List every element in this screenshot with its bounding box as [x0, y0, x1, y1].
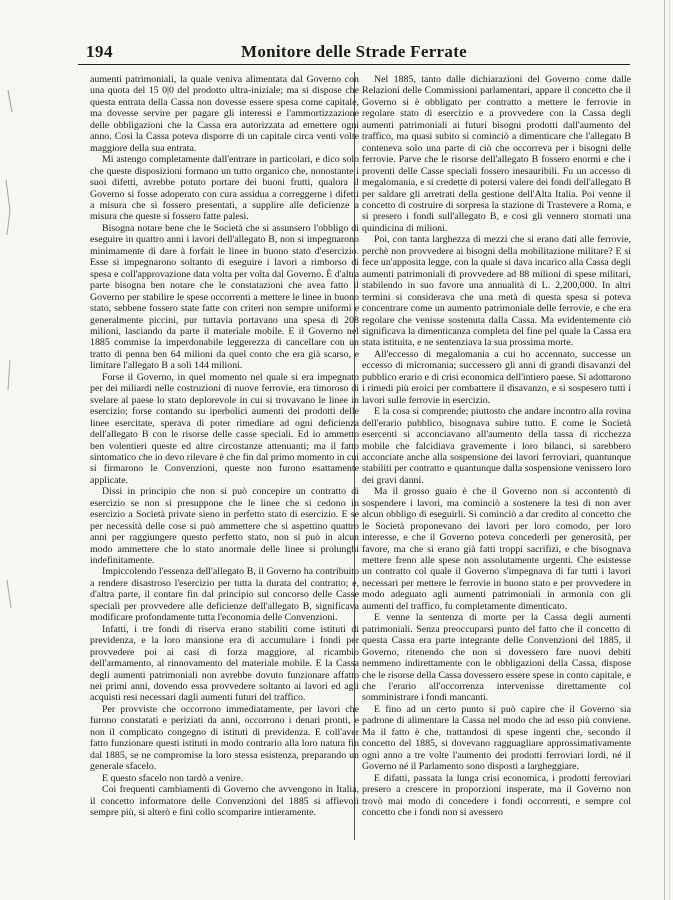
page-number: 194 — [86, 42, 113, 61]
right-column-paragraph: Ma il grosso guaio è che il Governo non si accontentò di sospendere i lavori, ma cominciò a sostenere la tesi di non aver alcun obbligo di eseguirli. Si cominciò a dar credito al concetto che le Società proponevano dei lavori per loro comodo, per loro interesse, e che il Governo poteva concederli per generosità, per favore, ma che si erano già fatti troppi sacrifizi, e che bisognava mettere freno alle spese non assolutamente urgenti. Che esistesse un contratto col quale il Governo s'impegnava di far tutti i lavori necessari per mettere le ferrovie in buono stato e per provvedere in modo adeguato agli aumenti patrimoniali in armonia con gli aumenti del traffico, fu completamente dimenticato. — [362, 486, 631, 612]
left-column-paragraph: Coi frequenti cambiamenti di Governo che avvengono in Italia, il concetto informatore delle Convenzioni del 1885 si affievolì sempre più, si alterò e finì collo scomparire intieramente. — [90, 784, 359, 818]
left-column — [90, 74, 359, 818]
left-column-paragraph: Impiccolendo l'essenza dell'allegato B, il Governo ha contribuito a rendere disastroso l'esercizio per tutta la durata del contratto; e, d'altra parte, il contare fin dal principio sul concorso delle Casse speciali per provvedere alle deficienze dell'allegato B, significava modificare profondamente tutta l'economia delle Convenzioni. — [90, 566, 359, 624]
left-column-paragraph: Dissi in principio che non si può concepire un contratto di esercizio se non si presuppone che le linee che si cedono in esercizio a Società private sieno in perfetto stato di esercizio. E se per necessità delle cose si può ammettere che si aspettino quattro anni per raggiungere questo perfetto stato, non si può in alcun modo ammettere che lo stato anormale delle linee si prolunghi indefinitamente. — [90, 486, 359, 567]
left-column-paragraph: Per provviste che occorrono immediatamente, per lavori che furono constatati e periziati da anni, occorrono i denari pronti, e non il complicato congegno di istituti di previdenza. E coll'aver fatto funzionare questi istituti in modo contrario alla loro natura fin dal 1885, se ne compromise la loro stessa esistenza, preparando un generale sfacelo. — [90, 703, 359, 773]
left-column-paragraph: Bisogna notare bene che le Società che si assunsero l'obbligo di eseguire in quattro anni i lavori dell'allegato B, non si impegnarono minimamente di dare à forfait le linee in buono stato d'esercizio. Esse si impegnarono soltanto di eseguire i lavori a rimborso di spesa e coll'approvazione data volta per volta dal Governo. È d'altra parte bisogna ben notare che le constatazioni che avea fatto il Governo per stabilire le spese occorrenti a mettere le linee in buono stato, sebbene fossero state fatte con criteri non sempre uniformi e generalmente piccini, pur tuttavia portavano una spesa di 208 milioni, lasciando da parte il materiale mobile. E il Governo nel 1885 commise la imperdonabile leggerezza di cancellare con un tratto di penna ben 64 milioni da quel conto che era già scarso, e limitare l'allegato B a soli 144 milioni. — [90, 222, 359, 372]
left-column-paragraph: Mi astengo completamente dall'entrare in particolari, e dico solo che queste disposizioni formano un tutto organico che, nonostante i suoi difetti, avrebbe potuto portare dei buoni frutti, qualora il Governo si fosse adoperato con cura assidua a correggerne i difetti a misura che si fossero presentati, a supplire alle deficienze a misura che queste si fossero fatte palesi. — [90, 154, 359, 223]
page-edge-line-secondary — [669, 0, 670, 900]
left-column-paragraph: Forse il Governo, in quel momento nel quale si era impegnato per dei miliardi nelle costruzioni di nuove ferrovie, era timoroso di svelare al paese lo stato deplorevole in cui si trovavano le linee in esercizio; forse contando su iperbolici aumenti dei prodotti delle linee esercitate, sperava di poter rimediare ad ogni deficienza dell'allegato B con le risorse delle casse speciali. Ed io ammetto ben volentieri queste ed altre circostanze attenuanti; ma il fatto sintomatico che io devo rilevare è che fin dal primo momento in cui si firmarono le Convenzioni, queste non furono esattamente applicate. — [90, 371, 359, 486]
right-column-paragraph: E venne la sentenza di morte per la Cassa degli aumenti patrimoniali. Senza preoccuparsi punto del fatto che il concetto di questa Cassa era parte integrante delle Convenzioni del 1885, il Governo, ritenendo che non si dovessero fare nuovi debiti nemmeno indirettamente con le obbligazioni della Cassa, dispose che le risorse della Cassa dovessero essere spese in conto capitale, e che l'erario all'occorrenza intervenisse direttamente col somministrare i fondi mancanti. — [362, 612, 631, 704]
right-column — [362, 74, 631, 818]
left-column-paragraph: E questo sfacelo non tardò a venire. — [102, 772, 244, 784]
right-column-paragraph: E difatti, passata la lunga crisi economica, i prodotti ferroviari presero a crescere in proporzioni insperate, ma il Governo non trovò mai modo di concedere i fondi occorrenti, e sempre col concetto che i fondi non si avessero — [362, 772, 631, 818]
right-column-paragraph: All'eccesso di megalomania a cui ho accennato, successe un eccesso di micromania; successero gli anni di grandi disavanzi del pubblico erario e di crisi economica dell'intiero paese. Si adottarono i rimedi più eroici per combattere il disavanzo, e si sospesero tutti i lavori sulle ferrovie in esercizio. — [362, 348, 631, 406]
left-column-paragraph: aumenti patrimoniali, la quale veniva alimentata dal Governo con una quota del 15 0|0 del prodotto ultra-iniziale; ma si dispose che questa entrata della Cassa non dovesse essere spesa come capitale, ma dovesse servire per pagare gli interessi e l'ammortizzazione delle obbligazioni che la Cassa era autorizzata ad emettere ogni anno. Così la Cassa poteva disporre di un capitale circa venti volte maggiore della sua entrata. — [90, 74, 359, 154]
running-title: Monitore delle Strade Ferrate — [241, 42, 467, 61]
right-column-paragraph: Poi, con tanta larghezza di mezzi che si erano dati alle ferrovie, perchè non provvedere ai bisogni della mobilitazione militare? E si fece un'apposita legge, con la quale si dava incarico alla Cassa degli aumenti patrimoniali di provvedere ad 88 milioni di spese militari, stabilendo in suo favore una annualità di L. 2,200,000. In altri termini si considerava che una metà di questa spesa si poteva concentrare come un aumento patrimoniale delle ferrovie, e che era regolare che venisse sostenuta dalla Cassa. Ma evidentemente ciò significava la dimenticanza completa del fine pel quale la Cassa era stata istituita, e ne sentenziava la sua prossima morte. — [362, 234, 631, 349]
right-column-paragraph: Nel 1885, tanto dalle dichiarazioni del Governo come dalle Relazioni delle Commissioni parlamentari, appare il concetto che il Governo si è obbligato per contratto a mettere le ferrovie in regolare stato di esercizio e a provvedere con la Cassa degli aumenti patrimoniali ai futuri bisogni prodotti dall'aumento del traffico, ma quasi subito si cominciò a dimenticare che l'allegato B conteneva solo una parte di ciò che occorreva per i bisogni delle ferrovie. Parve che le risorse dell'allegato B fossero enormi e che i proventi delle Casse speciali fossero inesauribili. Fu un accesso di megalomania, e si credette di potersi valere dei fondi dell'allegato B per saldare gli arretrati della gestione dell'Alta Italia. Poi venne il concetto di costruire di sorpresa la stazione di Trastevere a Roma, e si presero i fondi sull'allegato B, e così gli vennero stornati una quindicina di milioni. — [362, 74, 631, 234]
page-header — [78, 42, 630, 65]
right-column-paragraph: E la cosa si comprende; piuttosto che andare incontro alla rovina dell'erario pubblico, bisognava subire tutto. E come le Società esercenti si acconciavano all'aumento della tassa di ricchezza mobile che falcidiava gravemente i loro bilanci, si sarebbero acconciate anche alla sospensione dei lavori ferroviari, quantunque stabiliti per contratto e quantunque dalla sospensione venissero loro dei gravi danni. — [362, 406, 631, 486]
page-edge-line — [664, 0, 665, 900]
left-column-paragraph: Infatti, i tre fondi di riserva erano stabiliti come istituti di previdenza, e la loro mansione era di accumulare i fondi per provvedere poi ai casi di forza maggiore, al ricambio dell'armamento, al rinnovamento del materiale mobile. E la Cassa degli aumenti patrimoniali non avrebbe dovuto funzionare affatto nei primi anni, dovendo essa provvedere soltanto ai lavori ed agli acquisti resi necessari dagli aumenti futuri del traffico. — [90, 623, 359, 704]
margin-scratch-marks — [2, 60, 22, 660]
right-column-paragraph: E fino ad un certo punto si può capire che il Governo sia padrone di alimentare la Cassa nel modo che ad esso più conviene. Ma il fatto è che, trattandosi di spese ingenti che, secondo il concetto del 1885, si dovevano ragguagliare approssimativamente ogni anno a tre volte l'aumento dei prodotti ferroviari lordi, né il Governo né il Parlamento sono disposti a largheggiare. — [362, 703, 631, 773]
